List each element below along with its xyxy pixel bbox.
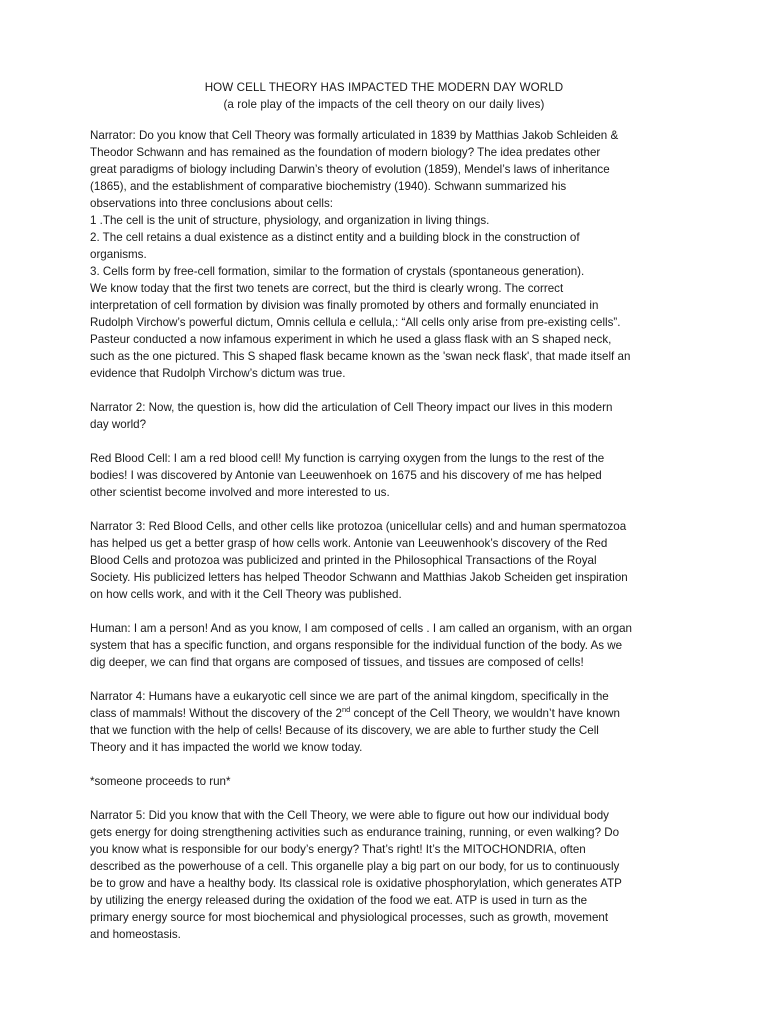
document-title: HOW CELL THEORY HAS IMPACTED THE MODERN DAY WORLD	[204, 81, 564, 94]
text-line: day world?	[90, 418, 147, 431]
paragraph-narrator-3	[90, 518, 682, 603]
text-line: on how cells work, and with it the Cell Theory was published.	[90, 588, 402, 601]
text-line: other scientist become involved and more interested to us.	[90, 486, 390, 499]
text-line	[90, 705, 682, 722]
stage-direction: *someone proceeds to run*	[90, 775, 231, 788]
text-line: dig deeper, we can find that organs are composed of tissues, and tissues are composed of cells!	[90, 656, 584, 669]
paragraph-narrator-2	[90, 399, 682, 433]
text-line: such as the one pictured. This S shaped flask became known as the 'swan neck flask', that made itself an	[90, 350, 631, 363]
text-line: be to grow and have a healthy body. Its classical role is oxidative phosphorylation, which generates ATP	[90, 877, 622, 890]
text-line: system that has a specific function, and organs responsible for the individual function of the body. As we	[90, 639, 623, 652]
text-line: primary energy source for most biochemical and physiological processes, such as growth, movement	[90, 911, 609, 924]
list-item-2: 2. The cell retains a dual existence as a distinct entity and a building block in the construction of	[90, 231, 580, 244]
paragraph-narrator-1	[90, 127, 682, 382]
text-line: Narrator 5: Did you know that with the Cell Theory, we were able to figure out how our individual body	[90, 809, 609, 822]
text-line: by utilizing the energy released during the oxidation of the food we eat. ATP is used in turn as the	[90, 894, 588, 907]
text-line: organisms.	[90, 248, 147, 261]
text-line: We know today that the first two tenets are correct, but the third is clearly wrong. The correct	[90, 282, 564, 295]
text-line: observations into three conclusions about cells:	[90, 197, 333, 210]
text-line: Narrator 3: Red Blood Cells, and other cells like protozoa (unicellular cells) and and human spermatozoa	[90, 520, 627, 533]
text-segment: concept of the Cell Theory, we wouldn’t have known	[350, 707, 620, 720]
text-line: gets energy for doing strengthening activities such as endurance training, running, or even walking? Do	[90, 826, 620, 839]
document-body	[90, 127, 682, 960]
text-line: that we function with the help of cells! Because of its discovery, we are able to further study the Cell	[90, 724, 599, 737]
text-line: Rudolph Virchow’s powerful dictum, Omnis cellula e cellula,: “All cells only arise from pre-existing cells”.	[90, 316, 621, 329]
text-line: has helped us get a better grasp of how cells work. Antonie van Leeuwenhook’s discovery of the Red	[90, 537, 608, 550]
text-line: Narrator 2: Now, the question is, how did the articulation of Cell Theory impact our lives in this modern	[90, 401, 613, 414]
text-line: Red Blood Cell: I am a red blood cell! My function is carrying oxygen from the lungs to the rest of the	[90, 452, 605, 465]
paragraph-narrator-5	[90, 807, 682, 943]
text-line: evidence that Rudolph Virchow’s dictum was true.	[90, 367, 346, 380]
title-block	[90, 79, 678, 113]
paragraph-human	[90, 620, 682, 671]
paragraph-red-blood-cell	[90, 450, 682, 501]
list-item-3: 3. Cells form by free-cell formation, similar to the formation of crystals (spontaneous generation).	[90, 265, 585, 278]
text-line: (1865), and the establishment of comparative biochemistry (1940). Schwann summarized his	[90, 180, 567, 193]
text-line: Pasteur conducted a now infamous experiment in which he used a glass flask with an S shaped neck,	[90, 333, 612, 346]
text-line: Theory and it has impacted the world we know today.	[90, 741, 363, 754]
paragraph-narrator-4	[90, 688, 682, 756]
text-line: Narrator 4: Humans have a eukaryotic cell since we are part of the animal kingdom, specifically in the	[90, 690, 609, 703]
superscript: nd	[341, 705, 351, 714]
text-line: you know what is responsible for our body’s energy? That’s right! It’s the MITOCHONDRIA, often	[90, 843, 586, 856]
text-line: Society. His publicized letters has helped Theodor Schwann and Matthias Jakob Scheiden get inspiration	[90, 571, 628, 584]
paragraph-stage-direction	[90, 773, 682, 790]
text-line: described as the powerhouse of a cell. This organelle play a big part on our body, for us to continuously	[90, 860, 620, 873]
text-line: Theodor Schwann and has remained as the foundation of modern biology? The idea predates other	[90, 146, 601, 159]
text-line: Blood Cells and protozoa was publicized and printed in the Philosophical Transactions of the Royal	[90, 554, 597, 567]
text-line: bodies! I was discovered by Antonie van Leeuwenhoek on 1675 and his discovery of me has helped	[90, 469, 602, 482]
text-line: Narrator: Do you know that Cell Theory was formally articulated in 1839 by Matthias Jakob Schleiden &	[90, 129, 619, 142]
text-segment: class of mammals! Without the discovery of the 2	[90, 707, 342, 720]
text-line: Human: I am a person! And as you know, I am composed of cells . I am called an organism, with an organ	[90, 622, 632, 635]
text-line: great paradigms of biology including Darwin’s theory of evolution (1859), Mendel’s laws of inheritance	[90, 163, 610, 176]
text-line: interpretation of cell formation by division was finally promoted by others and formally enunciated in	[90, 299, 599, 312]
list-item-1: 1 .The cell is the unit of structure, physiology, and organization in living things.	[90, 214, 490, 227]
text-line: and homeostasis.	[90, 928, 181, 941]
document-subtitle: (a role play of the impacts of the cell theory on our daily lives)	[223, 98, 545, 111]
